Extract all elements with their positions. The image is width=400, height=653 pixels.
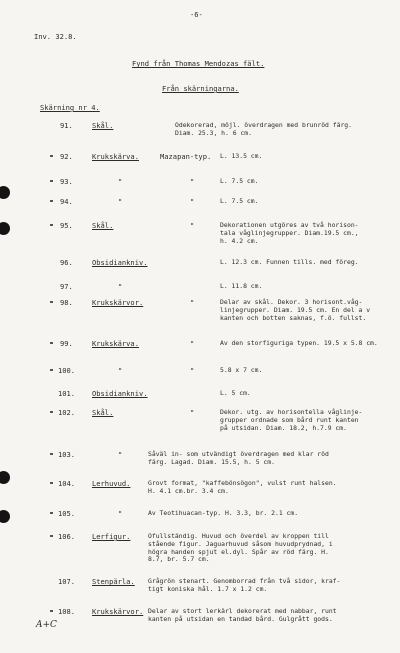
entry-number: 102. — [58, 408, 76, 417]
margin-tick — [50, 200, 53, 202]
margin-tick — [50, 535, 53, 537]
punch-hole — [0, 471, 10, 484]
entry-type: Skål. — [92, 121, 114, 130]
punch-hole — [0, 186, 10, 199]
entry-description: L. 7.5 cm. — [220, 197, 259, 205]
margin-tick — [50, 453, 53, 455]
entry-number: 106. — [58, 532, 76, 541]
entry-number: 94. — [60, 197, 73, 206]
entry-number: 99. — [60, 339, 73, 348]
entry-description: L. 13.5 cm. — [220, 152, 263, 160]
entry-number: 105. — [58, 509, 76, 518]
section-heading: Skärning nr 4. — [40, 103, 100, 112]
margin-tick — [50, 180, 53, 182]
entry-type: " — [118, 450, 123, 459]
entry-description: L. 11.8 cm. — [220, 282, 263, 290]
entry-type: Krukskärva. — [92, 152, 139, 161]
inventory-number: Inv. 32.8. — [34, 32, 77, 41]
document-title: Fynd från Thomas Mendozas fält. — [132, 59, 265, 68]
entry-description: L. 7.5 cm. — [220, 177, 259, 185]
entry-type: Skål. — [92, 408, 114, 417]
entry-description: Odekorerad, möjl. överdragen med brunröd färg. Diam. 25.3, h. 6 cm. — [175, 121, 352, 137]
entry-type: Skål. — [92, 221, 114, 230]
margin-tick — [50, 155, 53, 157]
margin-tick — [50, 482, 53, 484]
entry-description: Ofullständig. Huvud och överdel av kroppen till stående figur. Jaguarhuvud såsom huvudprydnad, i högra handen spjut el.dyl. Spår av röd färg. H. 8.7, br. 5.7 cm. — [148, 532, 333, 564]
entry-number: 103. — [58, 450, 76, 459]
punch-hole — [0, 222, 10, 235]
entry-type: Obsidiankniv. — [92, 389, 148, 398]
entry-column: " — [190, 298, 195, 307]
entry-type: Krukskärva. — [92, 339, 139, 348]
entry-number: 100. — [58, 366, 76, 375]
entry-type: " — [118, 509, 123, 518]
entry-description: Dekor. utg. av horisontella våglinje- grupper ordnade som bård runt kanten på utsidan. Diam. 18.2, h.7.9 cm. — [220, 408, 363, 432]
entry-type: Obsidiankniv. — [92, 258, 148, 267]
handwritten-mark: A+C — [36, 620, 57, 630]
entry-number: 108. — [58, 607, 76, 616]
entry-description: L. 12.3 cm. Funnen tills. med föreg. — [220, 258, 359, 266]
entry-column: " — [190, 177, 195, 186]
entry-description: Delar av skål. Dekor. 3 horisont.våg- linjegrupper. Diam. 19.5 cm. En del a v kanten och botten saknas, f.ö. fullst. — [220, 298, 371, 322]
entry-column: " — [190, 408, 195, 417]
entry-column: " — [190, 366, 195, 375]
document-subtitle: Från skärningarna. — [162, 84, 239, 93]
entry-column: Mazapan-typ. — [160, 152, 212, 161]
margin-tick — [50, 369, 53, 371]
entry-description: Grovt format, "kaffebönsögon", vulst runt halsen. H. 4.1 cm.br. 3.4 cm. — [148, 479, 337, 495]
entry-number: 97. — [60, 282, 73, 291]
entry-type: Krukskärvor. — [92, 298, 144, 307]
entry-type: " — [118, 197, 123, 206]
entry-number: 93. — [60, 177, 73, 186]
punch-hole — [0, 510, 10, 523]
entry-type: " — [118, 282, 123, 291]
page-number: -6- — [190, 10, 203, 19]
entry-description: Dekorationen utgöres av två horison- tala våglinjegrupper. Diam.19.5 cm., h. 4.2 cm. — [220, 221, 359, 245]
entry-number: 107. — [58, 577, 76, 586]
entry-description: Delar av stort lerkärl dekorerat med nabbar, runt kanten på utsidan en tandad bård. Gulgrått gods. — [148, 607, 337, 623]
margin-tick — [50, 411, 53, 413]
margin-tick — [50, 512, 53, 514]
margin-tick — [50, 224, 53, 226]
entry-description: Av Teotihuacan-typ. H. 3.3, br. 2.1 cm. — [148, 509, 299, 517]
entry-type: Lerhuvud. — [92, 479, 131, 488]
margin-tick — [50, 610, 53, 612]
entry-type: " — [118, 177, 123, 186]
entry-description: Grågrön stenart. Genomborrad från två sidor, kraf- tigt koniska hål. 1.7 x 1.2 cm. — [148, 577, 341, 593]
margin-tick — [50, 301, 53, 303]
entry-description: Såväl in- som utvändigt överdragen med klar röd färg. Lagad. Diam. 15.5, h. 5 cm. — [148, 450, 329, 466]
entry-number: 98. — [60, 298, 73, 307]
entry-column: " — [190, 197, 195, 206]
entry-number: 91. — [60, 121, 73, 130]
entry-number: 96. — [60, 258, 73, 267]
entry-column: " — [190, 221, 195, 230]
entry-type: Lerfigur. — [92, 532, 131, 541]
entry-number: 95. — [60, 221, 73, 230]
entry-description: 5.8 x 7 cm. — [220, 366, 263, 374]
entry-column: " — [190, 339, 195, 348]
entry-type: Krukskärvor. — [92, 607, 144, 616]
entry-number: 101. — [58, 389, 76, 398]
entry-number: 104. — [58, 479, 76, 488]
margin-tick — [50, 342, 53, 344]
entry-description: L. 5 cm. — [220, 389, 251, 397]
entry-type: " — [118, 366, 123, 375]
entry-type: Stenpärla. — [92, 577, 135, 586]
entry-number: 92. — [60, 152, 73, 161]
entry-description: Av den storfiguriga typen. 19.5 x 5.8 cm. — [220, 339, 378, 347]
